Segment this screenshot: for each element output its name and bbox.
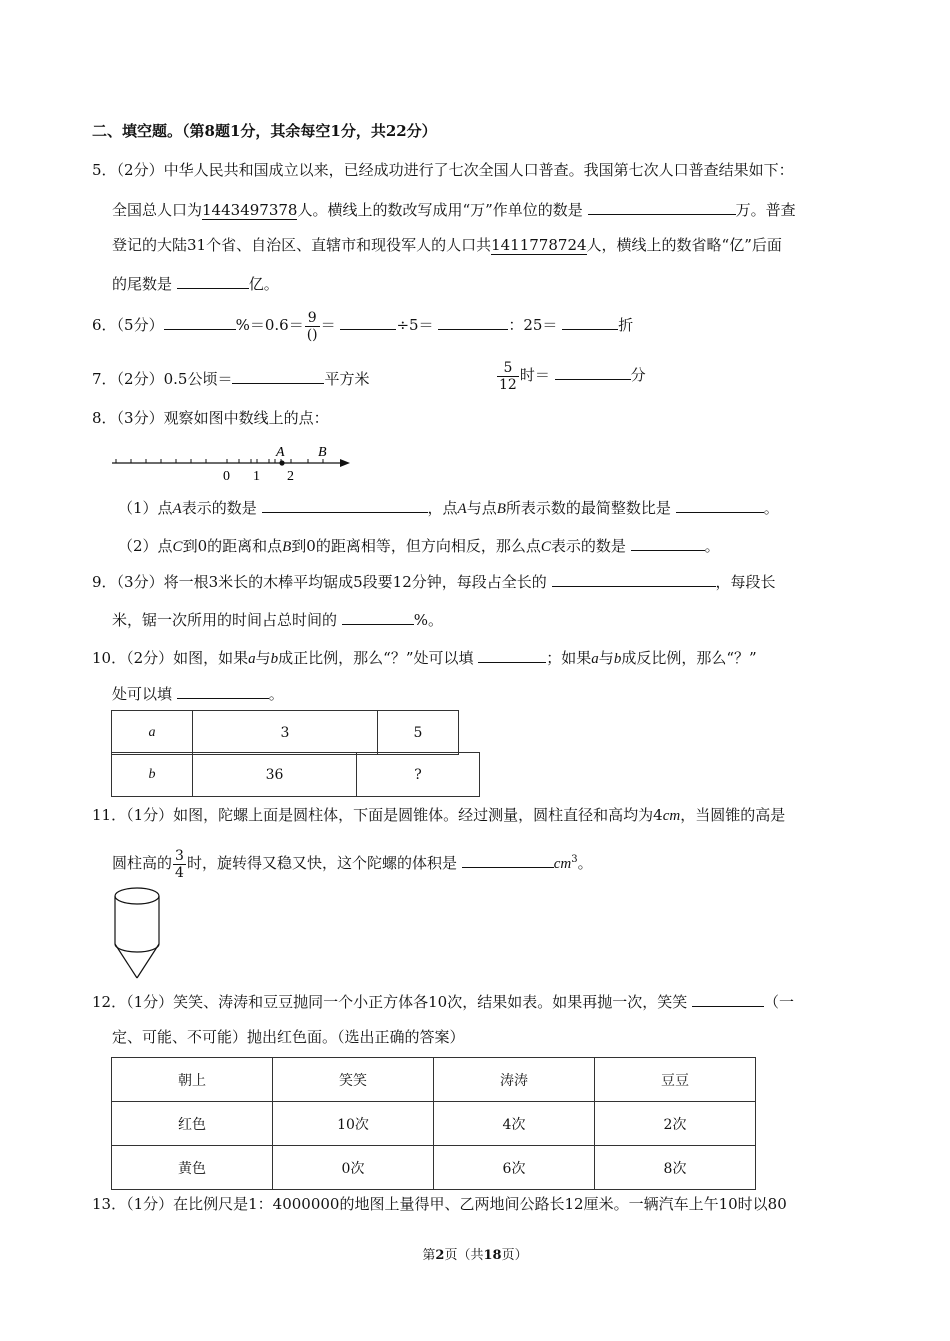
- point-a-dot: [279, 460, 284, 465]
- numerator: 9: [305, 310, 320, 327]
- q6-text: 折: [618, 316, 634, 334]
- q8-text: （1）点: [118, 499, 173, 517]
- q5-text: 人，横线上的数省略“亿”后面: [586, 236, 782, 254]
- table-cell: 5: [378, 711, 459, 755]
- var-b: B: [282, 539, 292, 555]
- total-pages: 18: [483, 1248, 502, 1263]
- label-two: 2: [287, 469, 294, 484]
- q10-text: 处可以填: [112, 685, 173, 703]
- table-header: 涛涛: [434, 1058, 595, 1102]
- q8-text: 到0的距离相等，但方向相反，那么点: [291, 537, 541, 555]
- q12-line2: 定、可能、不可能）抛出红色面。（选出正确的答案）: [112, 1028, 465, 1046]
- q5-answer-blank-1[interactable]: [588, 198, 736, 215]
- q10-text: 成正比例，那么“？”处可以填: [278, 649, 474, 667]
- table-cell: 36: [193, 753, 357, 797]
- q9-text: ，每段长: [715, 573, 776, 591]
- unit-cm: cm: [553, 856, 572, 872]
- table-header: 笑笑: [273, 1058, 434, 1102]
- footer-text: 页（共: [444, 1248, 484, 1263]
- q8-text: （2）点: [118, 537, 173, 555]
- q7-line-left: [92, 367, 369, 389]
- page-number: 2: [435, 1248, 445, 1263]
- number-line-arrow: [340, 459, 350, 467]
- q11-text: 圆柱高的: [112, 854, 173, 872]
- q7-fraction: [497, 360, 519, 393]
- var-b: b: [613, 651, 622, 667]
- q9-text: %。: [413, 611, 444, 629]
- q5-line4: [112, 272, 279, 294]
- q6-fraction: [305, 310, 320, 343]
- q7-text: 分: [630, 366, 646, 384]
- var-a: A: [172, 501, 182, 517]
- q10-text: 。: [268, 685, 284, 703]
- q6-text: ：25＝: [508, 316, 558, 334]
- q5-text: 全国总人口为: [112, 201, 203, 219]
- q9-line1: [92, 570, 776, 592]
- q8-text: 与点: [466, 499, 497, 517]
- var-b: b: [270, 651, 279, 667]
- section-title: 二、填空题。（第8题1分，其余每空1分，共22分）: [92, 122, 437, 140]
- q6-blank-3[interactable]: [438, 313, 508, 330]
- exponent: 3: [571, 854, 578, 865]
- q8-part2: [118, 534, 720, 557]
- q11-blank[interactable]: [462, 851, 554, 868]
- q9-blank-2[interactable]: [342, 608, 414, 625]
- spinning-top-figure: [110, 884, 166, 982]
- table-row: [112, 753, 480, 797]
- unit-cm: cm: [662, 808, 681, 824]
- q9-blank-1[interactable]: [552, 570, 716, 587]
- denominator: (): [306, 326, 318, 343]
- q12-text: （一: [764, 993, 795, 1011]
- q6-text: 6．（5分）: [92, 316, 164, 334]
- q10-text: 成反比例，那么“？”: [621, 649, 757, 667]
- q8-blank-3[interactable]: [631, 534, 705, 551]
- q5-text: 的尾数是: [112, 275, 173, 293]
- point-b-label: B: [318, 445, 327, 460]
- q5-text: 人。横线上的数改写成用“万”作单位的数是: [297, 201, 583, 219]
- var-c: C: [540, 539, 551, 555]
- q6-text: ÷5＝: [396, 316, 434, 334]
- q9-text: 9．（3分）将一根3米长的木棒平均锯成5段要12分钟，每段占全长的: [92, 573, 547, 591]
- denominator: 12: [499, 376, 517, 393]
- q11-fraction: [173, 848, 186, 881]
- var-b: b: [148, 767, 156, 782]
- label-zero: 0: [223, 469, 230, 484]
- q7-blank-1[interactable]: [232, 367, 324, 384]
- point-a-label: A: [276, 445, 285, 460]
- table-cell: 黄色: [112, 1146, 273, 1190]
- footer-text: 第: [422, 1248, 436, 1263]
- q7-text: 7．（2分）0.5公顷＝: [92, 370, 233, 388]
- q6-text: %＝0.6＝: [235, 316, 304, 334]
- var-a: a: [148, 725, 156, 740]
- q12-line1: [92, 990, 794, 1012]
- q11-text: 11．（1分）如图，陀螺上面是圆柱体，下面是圆锥体。经过测量，圆柱直径和高均为4: [92, 806, 663, 824]
- q11-text: 时，旋转得又稳又快，这个陀螺的体积是: [186, 854, 457, 872]
- q11-line2: [112, 842, 593, 882]
- q6-text: ＝: [320, 316, 336, 334]
- q10-blank-2[interactable]: [177, 682, 269, 699]
- table-cell: 8次: [595, 1146, 756, 1190]
- q8-text: 表示的数是: [550, 537, 626, 555]
- var-a: a: [591, 651, 599, 667]
- q5-line2: [112, 198, 796, 220]
- q6-blank-1[interactable]: [164, 313, 236, 330]
- table-header: 豆豆: [595, 1058, 756, 1102]
- q9-text: 米，锯一次所用的时间占总时间的: [112, 611, 338, 629]
- q6-blank-2[interactable]: [340, 313, 396, 330]
- q8-prompt: 8．（3分）观察如图中数线上的点：: [92, 409, 329, 427]
- var-a: A: [457, 501, 467, 517]
- table-cell: 3: [193, 711, 378, 755]
- table-row: [112, 1102, 756, 1146]
- q12-blank[interactable]: [692, 990, 764, 1007]
- q10-text: 与: [255, 649, 271, 667]
- cone-side: [137, 944, 159, 978]
- table-cell: [112, 711, 193, 755]
- q10-blank-1[interactable]: [478, 646, 546, 663]
- q11-text: 。: [577, 854, 593, 872]
- table-cell: [112, 753, 193, 797]
- q7-text: 平方米: [324, 370, 370, 388]
- q10-text: 10．（2分）如图，如果: [92, 649, 249, 667]
- q7-blank-2[interactable]: [555, 363, 631, 380]
- q10-text: 与: [598, 649, 614, 667]
- table-cell: 10次: [273, 1102, 434, 1146]
- q13-line1: 13．（1分）在比例尺是1：4000000的地图上量得甲、乙两地间公路长12厘米。一辆汽车上午10时以80: [92, 1195, 787, 1213]
- q5-line1: 5．（2分）中华人民共和国成立以来，已经成功进行了七次全国人口普查。我国第七次人口普查结果如下：: [92, 161, 794, 179]
- q5-text: 亿。: [248, 275, 279, 293]
- q5-text: 登记的大陆31个省、自治区、直辖市和现役军人的人口共: [112, 236, 492, 254]
- q8-text: ，点: [427, 499, 458, 517]
- table-cell: 2次: [595, 1102, 756, 1146]
- q5-population-total: 1443497378: [202, 201, 298, 219]
- q8-text: 表示的数是: [181, 499, 257, 517]
- table-header: 朝上: [112, 1058, 273, 1102]
- q8-text: 。: [763, 499, 779, 517]
- q12-table: [111, 1057, 756, 1190]
- q6-blank-4[interactable]: [562, 313, 618, 330]
- footer-text: 页）: [501, 1248, 528, 1263]
- page-footer: [0, 1244, 950, 1263]
- table-cell: ?: [357, 753, 480, 797]
- q5-population-mainland: 1411778724: [491, 236, 587, 254]
- table-cell: 4次: [434, 1102, 595, 1146]
- q9-line2: [112, 608, 443, 630]
- number-line: [108, 438, 358, 484]
- cone-side: [115, 944, 137, 978]
- q11-line1: [92, 805, 785, 826]
- table-row: [112, 711, 459, 755]
- table-cell: 6次: [434, 1146, 595, 1190]
- q10-text: ；如果: [546, 649, 592, 667]
- q10-table-row-b: [111, 752, 480, 797]
- q8-blank-2[interactable]: [676, 496, 764, 513]
- table-cell: 0次: [273, 1146, 434, 1190]
- q8-text: 。: [704, 537, 720, 555]
- q5-answer-blank-2[interactable]: [177, 272, 249, 289]
- q12-text: 12．（1分）笑笑、涛涛和豆豆抛同一个小正方体各10次，结果如表。如果再抛一次，笑笑: [92, 993, 688, 1011]
- q5-text: 万。普查: [735, 201, 796, 219]
- q6-line: [92, 308, 633, 343]
- label-one: 1: [253, 469, 260, 484]
- numerator: 3: [175, 847, 184, 864]
- cylinder-bottom: [115, 944, 159, 952]
- q5-line3: [112, 235, 782, 255]
- denominator: 4: [175, 864, 184, 881]
- q8-part1: [118, 496, 779, 519]
- q8-blank-1[interactable]: [262, 496, 428, 513]
- q7-line-right: [496, 357, 646, 393]
- q10-line2: [112, 682, 284, 704]
- cylinder-top: [115, 888, 159, 904]
- table-header-row: [112, 1058, 756, 1102]
- q7-text: 时＝: [519, 366, 550, 384]
- var-b: B: [496, 501, 506, 517]
- q10-line1: [92, 646, 757, 669]
- var-a: a: [248, 651, 256, 667]
- q11-text: ，当圆锥的高是: [680, 806, 786, 824]
- numerator: 5: [497, 360, 519, 377]
- var-c: C: [172, 539, 183, 555]
- q8-text: 到0的距离和点: [182, 537, 283, 555]
- q10-table-row-a: [111, 710, 459, 755]
- q8-text: 所表示数的最简整数比是: [505, 499, 671, 517]
- table-cell: 红色: [112, 1102, 273, 1146]
- table-row: [112, 1146, 756, 1190]
